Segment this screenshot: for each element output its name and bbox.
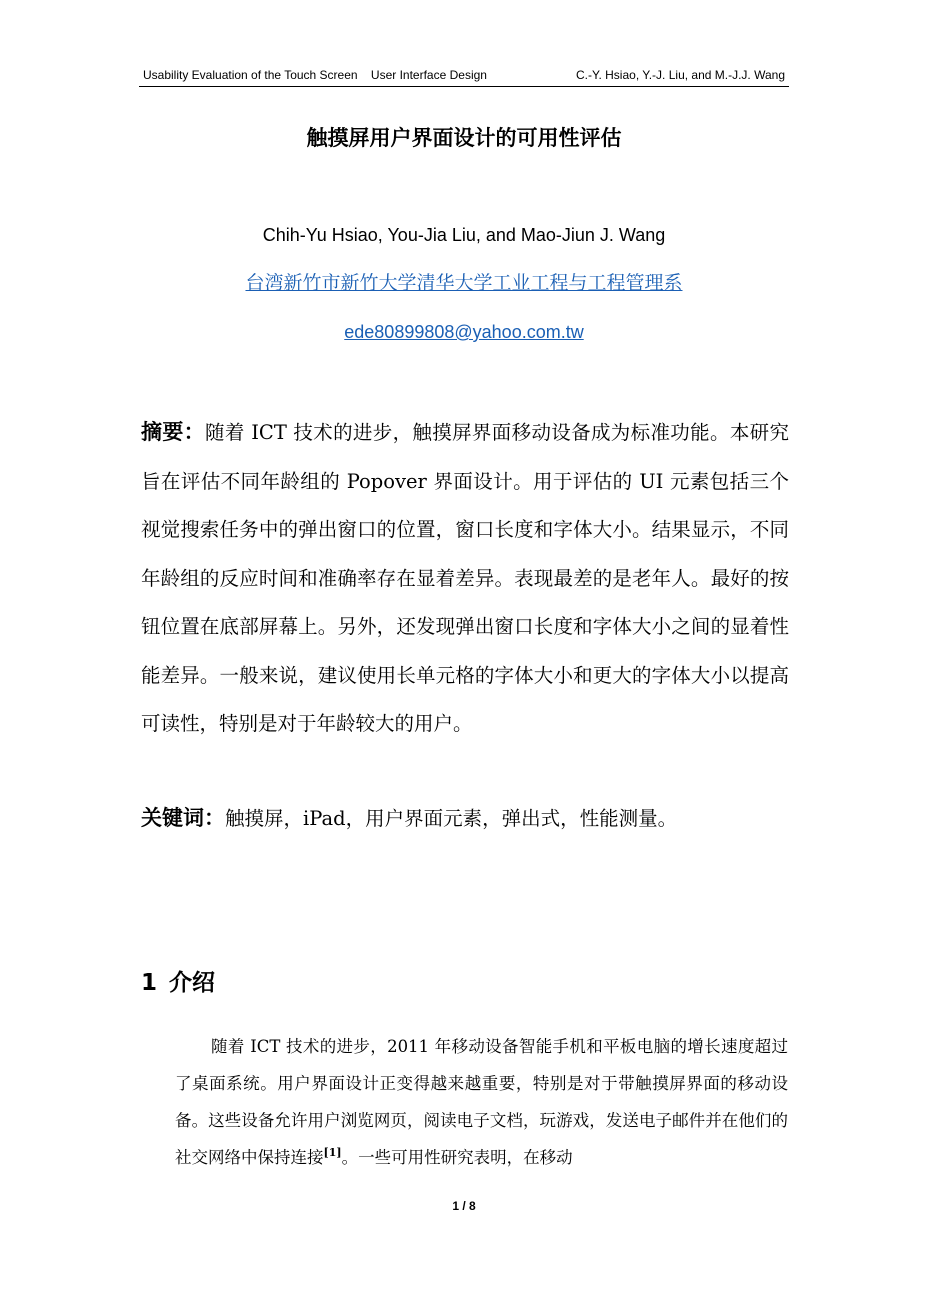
abstract (141, 408, 789, 749)
paper-title: 触摸屏用户界面设计的可用性评估 (306, 126, 622, 150)
abstract-text: 随着 ICT 技术的进步，触摸屏界面移动设备成为标准功能。本研究旨在评估不同年龄组的 Popover 界面设计。用于评估的 UI 元素包括三个视觉搜索任务中的弹出窗口的位置，窗口长度和字体大小。结果显示，不同年龄组的反应时间和准确率存在显着差异。表现最差的是老年人。最好的按钮位置在底部屏幕上。另外，还发现弹出窗口长度和字体大小之间的显着性能差异。一般来说，建议使用长单元格的字体大小和更大的字体大小以提高可读性，特别是对于年龄较大的用户。 (141, 421, 789, 735)
email-link[interactable]: ede80899808@yahoo.com.tw (344, 322, 584, 342)
section-number: 1 (141, 970, 158, 996)
keywords-label: 关键词： (141, 806, 225, 830)
keywords-text: 触摸屏，iPad，用户界面元素，弹出式，性能测量。 (225, 807, 678, 830)
author-list: Chih-Yu Hsiao, You-Jia Liu, and Mao-Jiun J. Wang (262, 225, 666, 245)
body-text: 随着 ICT 技术的进步，2011 年移动设备智能手机和平板电脑的增长速度超过了桌面系统。用户界面设计正变得越来越重要，特别是对于带触摸屏界面的移动设备。这些设备允许用户浏览网页，阅读电子文档，玩游戏，发送电子邮件并在他们的社交网络中保持连接 (175, 1037, 788, 1167)
header-paper-title: Usability Evaluation of the Touch Screen User Interface Design (143, 68, 487, 82)
body-paragraph (175, 1028, 788, 1176)
header-authors: C.-Y. Hsiao, Y.-J. Liu, and M.-J.J. Wang (576, 68, 785, 82)
section-heading (141, 963, 215, 1003)
section-title: 介绍 (169, 970, 216, 996)
body-text-continued: 。一些可用性研究表明，在移动 (341, 1148, 573, 1167)
abstract-label: 摘要： (141, 420, 206, 444)
running-header (139, 66, 789, 87)
citation-ref[interactable]: [1] (323, 1146, 342, 1159)
affiliation-link[interactable]: 台湾新竹市新竹大学清华大学工业工程与工程管理系 (245, 272, 683, 294)
keywords (141, 796, 789, 841)
page-number: 1 / 8 (452, 1199, 476, 1213)
